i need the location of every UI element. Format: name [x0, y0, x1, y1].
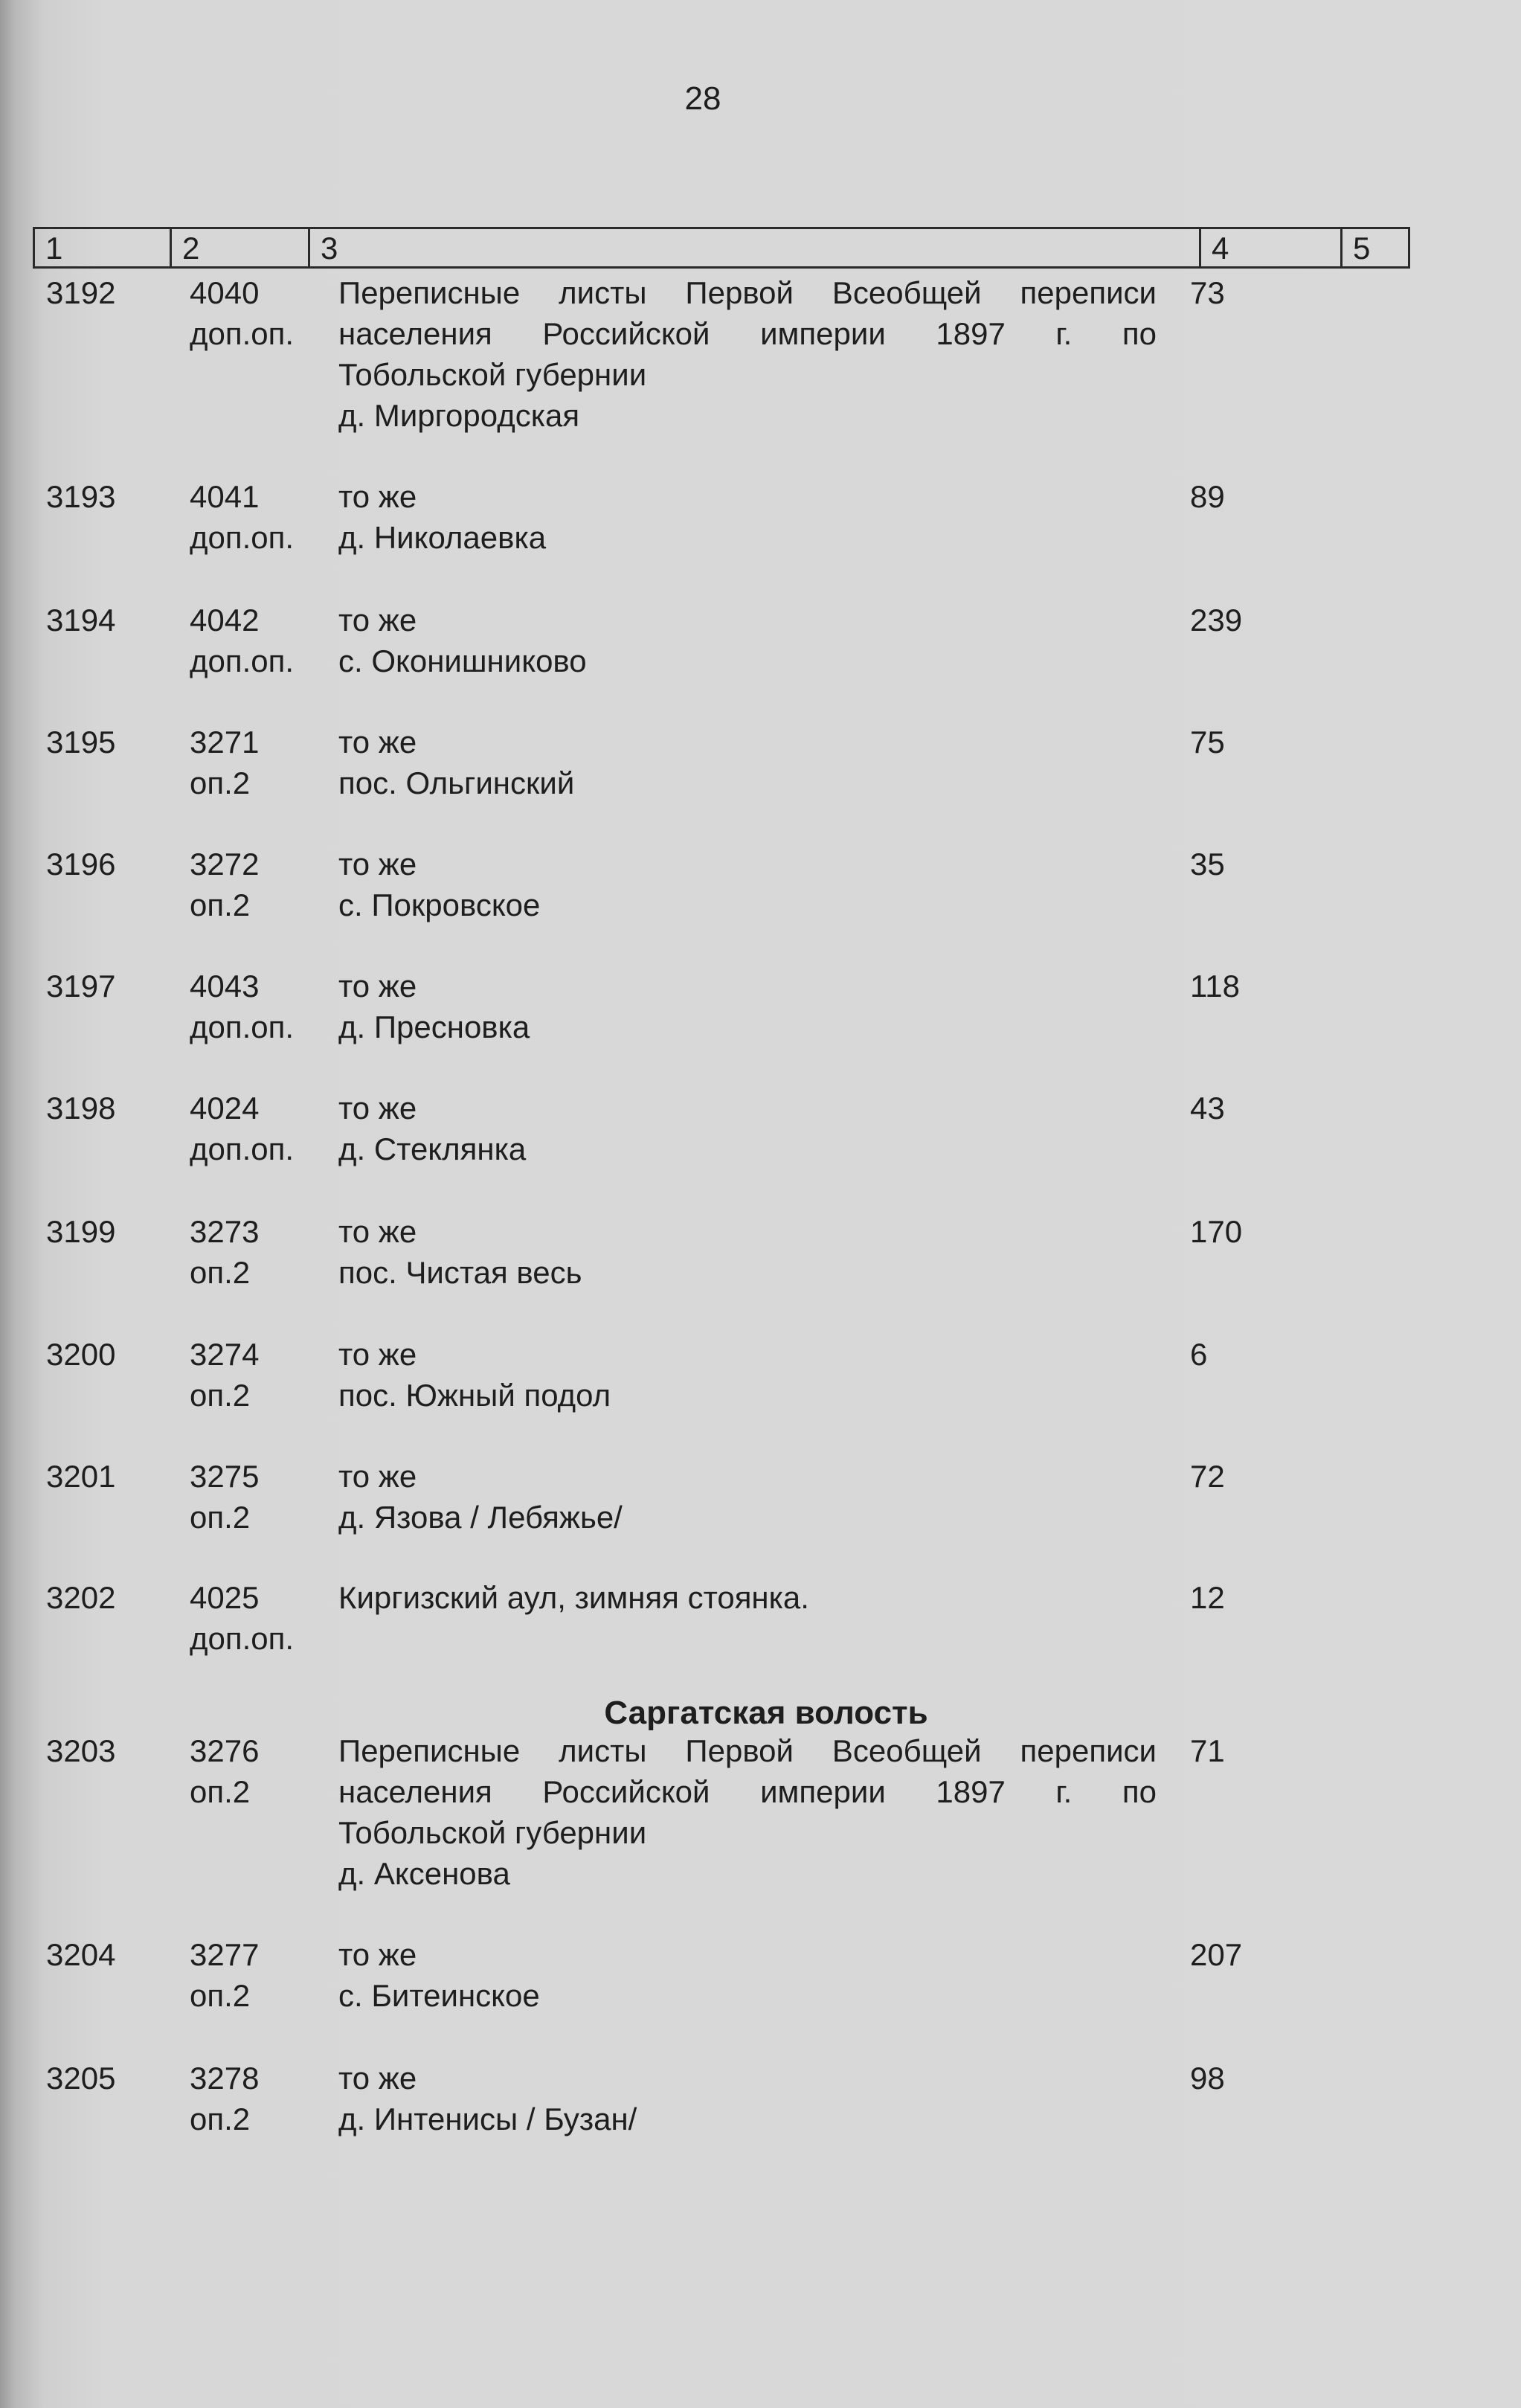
description-line: населения Российской империи 1897 г. по: [338, 1774, 1157, 1809]
header-col-1: 1: [35, 229, 172, 266]
row-storage: [190, 1211, 338, 1293]
description-line: то же: [338, 1091, 417, 1126]
description-line: то же: [338, 1459, 417, 1494]
section-title: Саргатская волость: [604, 1695, 928, 1731]
description-line: пос. Ольгинский: [338, 765, 575, 800]
header-col-2: 2: [172, 229, 310, 266]
storage-code: 3275: [190, 1459, 260, 1494]
storage-code: 3276: [190, 1733, 260, 1768]
description-line: д. Интенисы / Бузан/: [338, 2102, 637, 2136]
description-line: то же: [338, 603, 417, 638]
description-line: пос. Чистая весь: [338, 1255, 582, 1290]
row-description: [338, 272, 1157, 436]
storage-code: 4043: [190, 969, 260, 1004]
row-number: 3195: [46, 725, 116, 760]
row-count: 118: [1190, 969, 1240, 1004]
header-col-3: 3: [310, 229, 1201, 266]
row-number: 3192: [46, 275, 116, 310]
description-line: то же: [338, 1937, 417, 1972]
row-storage: [190, 1456, 338, 1538]
row-storage: [190, 476, 338, 558]
description-line: то же: [338, 847, 417, 882]
row-description: [338, 2058, 1157, 2139]
description-line: д. Пресновка: [338, 1009, 530, 1044]
header-col-4: 4: [1201, 229, 1342, 266]
page-number: 28: [684, 80, 721, 117]
row-description: [338, 1211, 1157, 1293]
row-count: 73: [1190, 275, 1225, 310]
row-storage: [190, 722, 338, 803]
description-line: д. Язова / Лебяжье/: [338, 1500, 623, 1535]
storage-code: 4040: [190, 275, 260, 310]
inventory-label: оп.2: [190, 765, 251, 800]
row-storage: [190, 844, 338, 925]
description-line: д. Николаевка: [338, 520, 547, 555]
description-line: населения Российской империи 1897 г. по: [338, 316, 1157, 351]
row-storage: [190, 1088, 338, 1169]
row-count: 72: [1190, 1459, 1225, 1494]
row-description: [338, 1456, 1157, 1538]
row-description: [338, 844, 1157, 925]
description-line: д. Стеклянка: [338, 1131, 527, 1166]
row-storage: [190, 1334, 338, 1416]
inventory-label: оп.2: [190, 2102, 251, 2136]
row-storage: [190, 2058, 338, 2139]
inventory-label: оп.2: [190, 1978, 251, 2013]
description-line: с. Битеинское: [338, 1978, 540, 2013]
inventory-label: оп.2: [190, 1378, 251, 1413]
description-line: д. Аксенова: [338, 1856, 510, 1891]
description-line: то же: [338, 479, 417, 514]
inventory-label: оп.2: [190, 1255, 251, 1290]
row-description: [338, 600, 1157, 681]
row-count: 75: [1190, 725, 1225, 760]
row-storage: [190, 1730, 338, 1812]
row-count: 98: [1190, 2061, 1225, 2096]
storage-code: 4041: [190, 479, 260, 514]
row-number: 3201: [46, 1459, 116, 1494]
row-count: 239: [1190, 603, 1243, 638]
description-line: с. Покровское: [338, 887, 541, 922]
row-number: 3204: [46, 1937, 116, 1972]
row-storage: [190, 966, 338, 1047]
description-line: то же: [338, 1214, 417, 1249]
inventory-label: доп.оп.: [190, 643, 295, 678]
description-line: Тобольской губернии: [338, 1815, 647, 1850]
inventory-label: доп.оп.: [190, 1131, 295, 1166]
storage-code: 3274: [190, 1337, 260, 1372]
storage-code: 4024: [190, 1091, 260, 1126]
description-line: то же: [338, 969, 417, 1004]
header-col-5: 5: [1353, 231, 1371, 266]
row-description: [338, 1334, 1157, 1416]
row-number: 3197: [46, 969, 116, 1004]
inventory-label: оп.2: [190, 1774, 251, 1809]
row-description: [338, 1730, 1157, 1894]
description-line: с. Оконишниково: [338, 643, 587, 678]
inventory-label: доп.оп.: [190, 1009, 295, 1044]
description-line: д. Миргородская: [338, 398, 580, 433]
description-line: Тобольской губернии: [338, 357, 647, 392]
row-number: 3196: [46, 847, 116, 882]
table-header: [33, 227, 1410, 269]
row-count: 207: [1190, 1937, 1243, 1972]
row-storage: [190, 600, 338, 681]
inventory-label: доп.оп.: [190, 316, 295, 351]
row-number: 3199: [46, 1214, 116, 1249]
inventory-label: оп.2: [190, 887, 251, 922]
description-line: Киргизский аул, зимняя стоянка.: [338, 1580, 809, 1615]
row-count: 89: [1190, 479, 1225, 514]
row-count: 6: [1190, 1337, 1208, 1372]
row-number: 3198: [46, 1091, 116, 1126]
row-storage: [190, 1577, 338, 1659]
row-number: 3200: [46, 1337, 116, 1372]
storage-code: 3273: [190, 1214, 260, 1249]
row-count: 35: [1190, 847, 1225, 882]
row-number: 3193: [46, 479, 116, 514]
storage-code: 4025: [190, 1580, 260, 1615]
inventory-label: доп.оп.: [190, 520, 295, 555]
row-count: 71: [1190, 1733, 1225, 1768]
row-storage: [190, 1934, 338, 2016]
description-line: Переписные листы Первой Всеобщей переписи: [338, 275, 1157, 310]
storage-code: 3277: [190, 1937, 260, 1972]
description-line: пос. Южный подол: [338, 1378, 611, 1413]
row-description: [338, 966, 1157, 1047]
row-number: 3202: [46, 1580, 116, 1615]
row-storage: [190, 272, 338, 354]
storage-code: 3271: [190, 725, 260, 760]
row-number: 3203: [46, 1733, 116, 1768]
storage-code: 3278: [190, 2061, 260, 2096]
row-count: 170: [1190, 1214, 1243, 1249]
row-description: [338, 1934, 1157, 2016]
description-line: то же: [338, 725, 417, 760]
row-description: [338, 1088, 1157, 1169]
row-number: 3194: [46, 603, 116, 638]
row-count: 12: [1190, 1580, 1225, 1615]
inventory-label: доп.оп.: [190, 1621, 295, 1656]
row-description: [338, 476, 1157, 558]
row-count: 43: [1190, 1091, 1225, 1126]
inventory-label: оп.2: [190, 1500, 251, 1535]
row-description: [338, 722, 1157, 803]
description-line: Переписные листы Первой Всеобщей переписи: [338, 1733, 1157, 1768]
row-description: [338, 1577, 1157, 1618]
storage-code: 4042: [190, 603, 260, 638]
row-number: 3205: [46, 2061, 116, 2096]
description-line: то же: [338, 1337, 417, 1372]
description-line: то же: [338, 2061, 417, 2096]
storage-code: 3272: [190, 847, 260, 882]
